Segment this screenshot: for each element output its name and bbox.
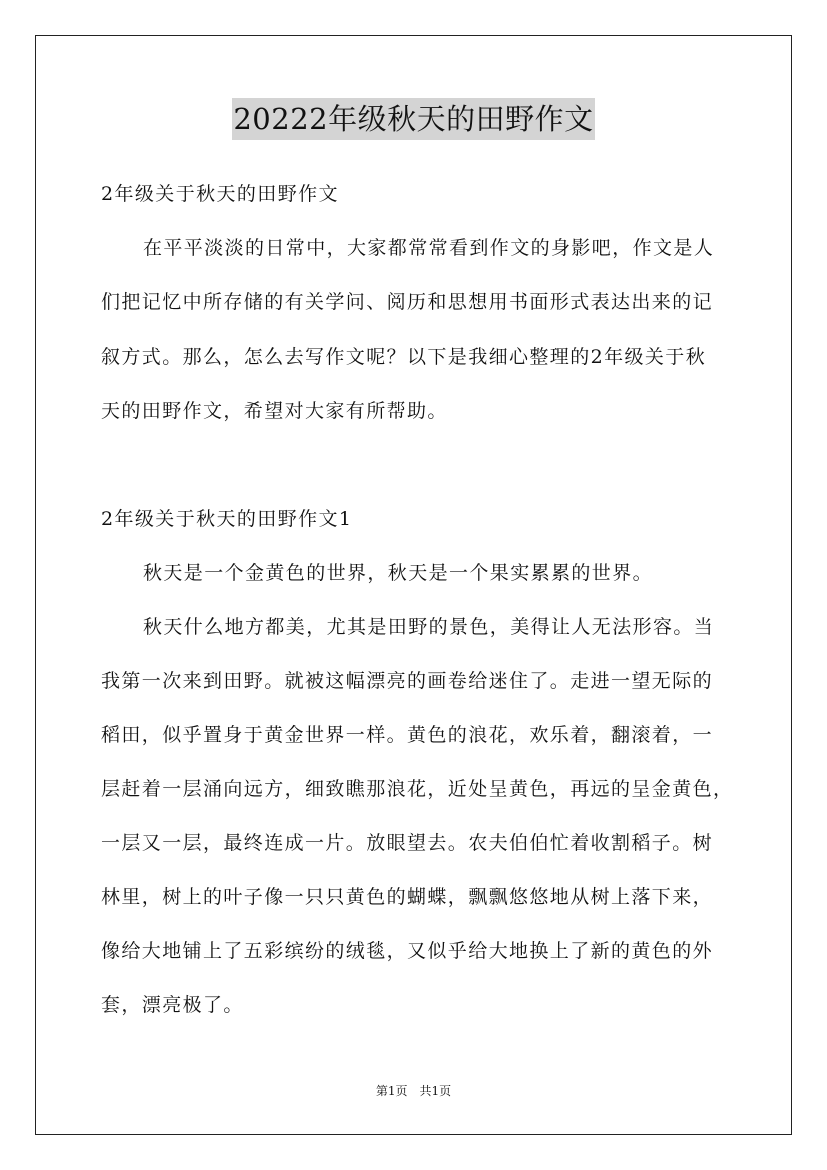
paragraph-2-line: 秋天什么地方都美，尤其是田野的景色，美得让人无法形容。当 — [143, 616, 715, 638]
intro-line: 在平平淡淡的日常中，大家都常常看到作文的身影吧，作文是人 — [143, 237, 715, 259]
document-title-wrapper — [0, 98, 827, 140]
paragraph-2-line: 一层又一层，最终连成一片。放眼望去。农夫伯伯忙着收割稻子。树 — [101, 832, 714, 854]
page-footer: 第1页 共1页 — [375, 1084, 452, 1098]
document-title: 20222年级秋天的田野作文 — [232, 98, 594, 140]
paragraph-2-line: 层赶着一层涌向远方，细致瞧那浪花，近处呈黄色，再远的呈金黄色， — [101, 778, 734, 800]
intro-line: 们把记忆中所存储的有关学问、阅历和思想用书面形式表达出来的记 — [101, 291, 714, 313]
document-subtitle: 2年级关于秋天的田野作文 — [101, 183, 339, 205]
paragraph-2-line: 套，漂亮极了。 — [101, 994, 244, 1016]
paragraph-2-line: 稻田，似乎置身于黄金世界一样。黄色的浪花，欢乐着，翻滚着，一 — [101, 724, 714, 746]
paragraph-2-line: 我第一次来到田野。就被这幅漂亮的画卷给迷住了。走进一望无际的 — [101, 670, 714, 692]
intro-line: 天的田野作文，希望对大家有所帮助。 — [101, 400, 448, 422]
section-heading: 2年级关于秋天的田野作文1 — [101, 508, 353, 530]
paragraph-1: 秋天是一个金黄色的世界，秋天是一个果实累累的世界。 — [143, 562, 654, 584]
paragraph-2-line: 林里，树上的叶子像一只只黄色的蝴蝶，飘飘悠悠地从树上落下来， — [101, 886, 714, 908]
paragraph-2-line: 像给大地铺上了五彩缤纷的绒毯，又似乎给大地换上了新的黄色的外 — [101, 940, 714, 962]
intro-line: 叙方式。那么，怎么去写作文呢？以下是我细心整理的2年级关于秋 — [101, 346, 707, 368]
